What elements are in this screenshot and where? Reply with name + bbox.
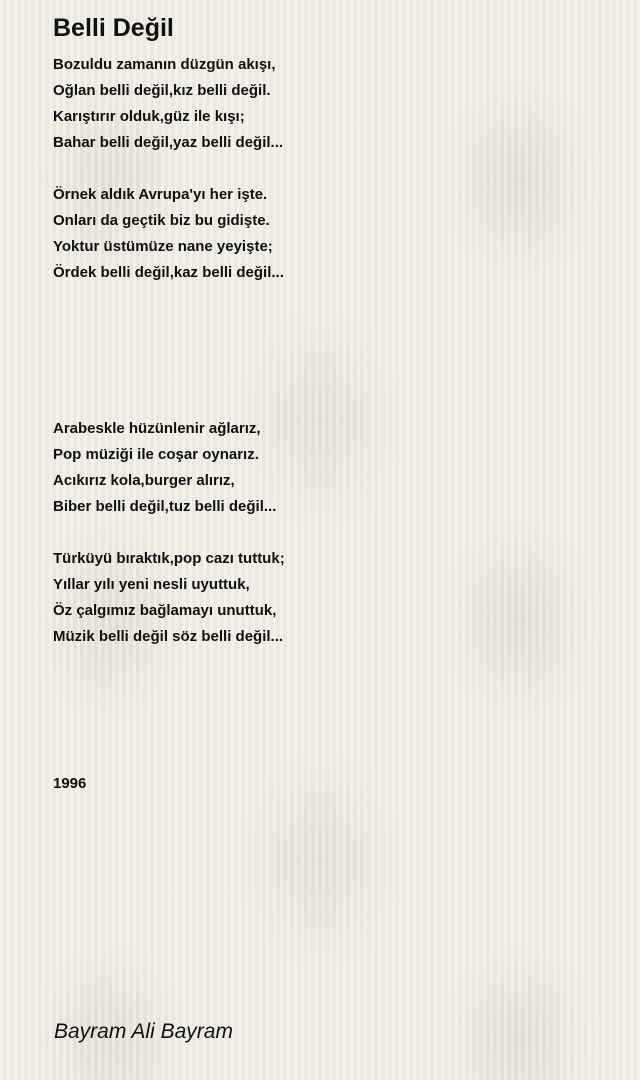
poem-line: Türküyü bıraktık,pop cazı tuttuk;	[53, 550, 285, 567]
poem-line: Yıllar yılı yeni nesli uyuttuk,	[53, 576, 250, 593]
poem-body	[53, 52, 613, 676]
poem-author: Bayram Ali Bayram	[54, 1020, 233, 1043]
stanza-2	[53, 182, 613, 286]
poem-line: Acıkırız kola,burger alırız,	[53, 472, 235, 489]
poem-line: Müzik belli değil söz belli değil...	[53, 628, 284, 645]
poem-line: Bahar belli değil,yaz belli değil...	[53, 134, 284, 151]
poem-line: Oğlan belli değil,kız belli değil.	[53, 82, 271, 99]
poem-line: Biber belli değil,tuz belli değil...	[53, 498, 277, 515]
poem-line: Onları da geçtik biz bu gidişte.	[53, 212, 270, 229]
stanza-4	[53, 546, 613, 650]
poem-year: 1996	[53, 775, 87, 792]
stanza-1	[53, 52, 613, 156]
poem-line: Öz çalgımız bağlamayı unuttuk,	[53, 602, 277, 619]
poem-line: Ördek belli değil,kaz belli değil...	[53, 264, 284, 281]
stanza-3	[53, 416, 613, 520]
poem-line: Pop müziği ile coşar oynarız.	[53, 446, 259, 463]
poem-line: Yoktur üstümüze nane yeyişte;	[53, 238, 273, 255]
poem-title: Belli Değil	[53, 14, 174, 42]
poem-line: Arabeskle hüzünlenir ağlarız,	[53, 420, 261, 437]
poem-line: Örnek aldık Avrupa'yı her işte.	[53, 186, 268, 203]
poem-line: Karıştırır olduk,güz ile kışı;	[53, 108, 245, 125]
poem-line: Bozuldu zamanın düzgün akışı,	[53, 56, 276, 73]
